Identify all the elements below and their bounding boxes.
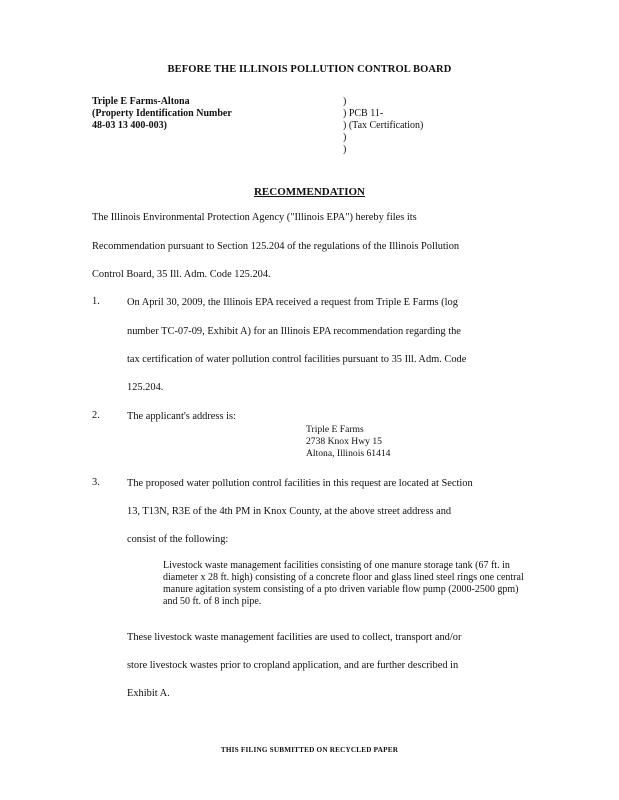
- address-street: 2738 Knox Hwy 15: [306, 436, 382, 447]
- para2-number: 2.: [92, 410, 100, 421]
- para1-line: number TC-07-09, Exhibit A) for an Illinois EPA recommendation regarding the: [127, 326, 461, 337]
- para3-line: 13, T13N, R3E of the 4th PM in Knox County, at the above street address and: [127, 506, 452, 517]
- caption-case-number: ) PCB 11-: [343, 108, 384, 119]
- para3-line: The proposed water pollution control facilities in this request are located at Section: [127, 478, 473, 489]
- caption-bracket-1: ): [343, 96, 347, 107]
- recycled-paper-footer: THIS FILING SUBMITTED ON RECYCLED PAPER: [220, 746, 399, 754]
- caption-bracket-4: ): [343, 132, 347, 143]
- intro-line: Recommendation pursuant to Section 125.204 of the regulations of the Illinois Pollution: [92, 241, 460, 252]
- para1-line: tax certification of water pollution control facilities pursuant to 35 Ill. Adm. Code: [127, 354, 467, 365]
- board-title: BEFORE THE ILLINOIS POLLUTION CONTROL BOARD: [167, 64, 452, 75]
- intro-line: Control Board, 35 Ill. Adm. Code 125.204.: [92, 269, 271, 280]
- para3-after-line: Exhibit A.: [127, 688, 170, 699]
- caption-property-id-label: (Property Identification Number: [92, 108, 232, 119]
- address-city: Altona, Illinois 61414: [306, 448, 391, 459]
- para3-after-line: store livestock wastes prior to cropland application, and are further described in: [127, 660, 459, 671]
- address-name: Triple E Farms: [306, 424, 364, 435]
- para1-line: On April 30, 2009, the Illinois EPA received a request from Triple E Farms (log: [127, 297, 458, 308]
- facility-description: Livestock waste management facilities consisting of one manure storage tank (67 ft. in diameter x 28 ft. high) consisting of a concrete floor and glass lined steel rings one central manure agitation system consisting of a pto driven variable flow pump (2000-2500 gpm) and 50 ft. of 8 inch pipe.: [163, 560, 524, 607]
- para3-number: 3.: [92, 477, 100, 488]
- intro-line: The Illinois Environmental Protection Agency ("Illinois EPA") hereby files its: [92, 212, 417, 223]
- para3-line: consist of the following:: [127, 534, 229, 545]
- heading-text: RECOMMENDATION: [253, 186, 365, 198]
- para3-after-line: These livestock waste management facilities are used to collect, transport and/or: [127, 632, 462, 643]
- document-heading: [0, 186, 619, 198]
- caption-property-id: 48-03 13 400-003): [92, 120, 167, 131]
- para2-line: The applicant's address is:: [127, 411, 236, 422]
- caption-case-type: ) (Tax Certification): [343, 120, 424, 131]
- caption-petitioner: Triple E Farms-Altona: [92, 96, 190, 107]
- para1-number: 1.: [92, 296, 100, 307]
- para1-line: 125.204.: [127, 382, 164, 393]
- caption-bracket-5: ): [343, 144, 347, 155]
